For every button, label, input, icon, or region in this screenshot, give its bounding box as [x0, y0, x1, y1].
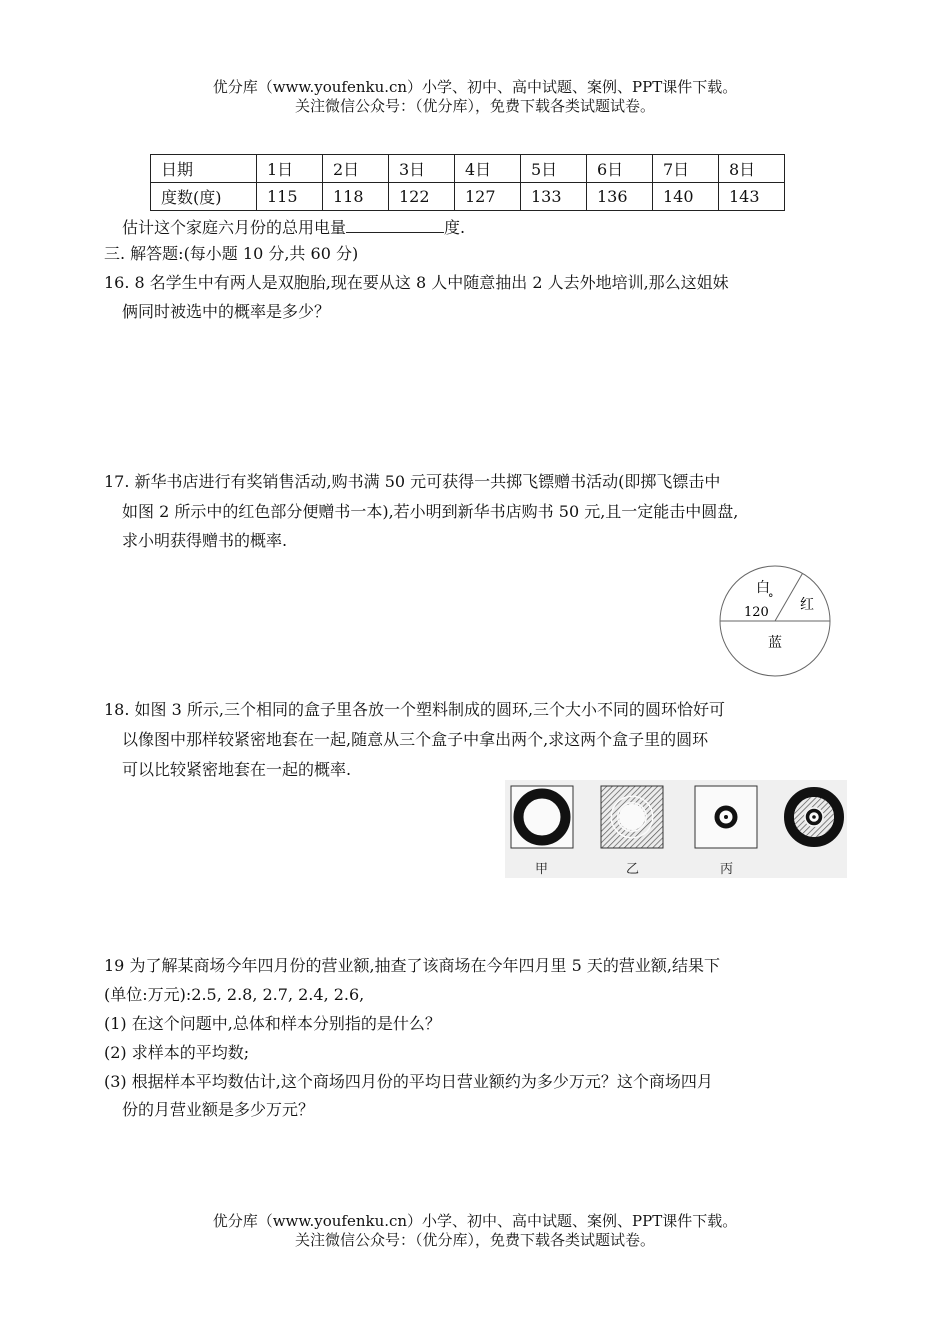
page-header	[0, 78, 950, 116]
q19-line-5: (3) 根据样本平均数估计,这个商场四月份的平均日营业额约为多少万元？这个商场四月	[104, 1072, 713, 1091]
ring-c-center	[724, 815, 728, 819]
section-3-heading: 三. 解答题:(每小题 10 分,共 60 分)	[104, 244, 359, 263]
q17-line-3: 求小明获得赠书的概率.	[122, 531, 288, 550]
electricity-table	[150, 154, 785, 211]
q18-line-1: 18. 如图 3 所示,三个相同的盒子里各放一个塑料制成的圆环,三个大小不同的圆环恰好可	[104, 700, 726, 719]
page-footer	[0, 1212, 950, 1250]
q17-line-1: 17. 新华书店进行有奖销售活动,购书满 50 元可获得一共掷飞镖赠书活动(即掷飞镖击中	[104, 472, 721, 491]
table-cell-reading: 133	[521, 183, 587, 211]
table-cell-reading: 140	[653, 183, 719, 211]
q16-line-2: 俩同时被选中的概率是多少？	[122, 302, 331, 321]
table-cell-day: 8日	[719, 155, 785, 183]
q17-line-2: 如图 2 所示中的红色部分便赠书一本),若小明到新华书店购书 50 元,且一定能击中圆盘,	[122, 502, 739, 521]
q15-text-after: 度.	[444, 218, 466, 237]
label-jia: 甲	[535, 862, 549, 877]
table-cell-day: 5日	[521, 155, 587, 183]
table-cell-day: 3日	[389, 155, 455, 183]
q15-estimate-line	[122, 216, 465, 238]
footer-line-1: 优分库（www.youfenku.cn）小学、初中、高中试题、案例、PPT课件下载。	[212, 1212, 738, 1230]
degree-mark: °	[768, 592, 774, 605]
table-cell-reading: 118	[323, 183, 389, 211]
answer-blank[interactable]	[346, 216, 444, 233]
table-row-readings	[151, 183, 785, 211]
table-cell-reading: 127	[455, 183, 521, 211]
q18-line-2: 以像图中那样较紧密地套在一起,随意从三个盒子中拿出两个,求这两个盒子里的圆环	[122, 730, 709, 749]
ring-b-hole	[619, 804, 645, 830]
q19-line-1: 19 为了解某商场今年四月份的营业额,抽查了该商场在今年四月里 5 天的营业额,结果下	[104, 956, 720, 975]
dartboard-radius	[775, 573, 803, 621]
header-line-1: 优分库（www.youfenku.cn）小学、初中、高中试题、案例、PPT课件下载。	[212, 78, 738, 96]
table-header-date: 日期	[151, 155, 257, 183]
table-cell-reading: 143	[719, 183, 785, 211]
footer-line-2: 关注微信公众号：（优分库），免费下载各类试题试卷。	[294, 1231, 655, 1249]
header-line-2: 关注微信公众号：（优分库），免费下载各类试题试卷。	[294, 97, 655, 115]
table-header-reading: 度数(度)	[151, 183, 257, 211]
table-cell-reading: 115	[257, 183, 323, 211]
q19-line-3: (1) 在这个问题中,总体和样本分别指的是什么？	[104, 1014, 441, 1033]
q19-line-6: 份的月营业额是多少万元？	[122, 1100, 315, 1119]
q15-text-before: 估计这个家庭六月份的总用电量	[122, 218, 347, 237]
table-row-dates	[151, 155, 785, 183]
label-yi: 乙	[626, 862, 640, 877]
table-cell-day: 2日	[323, 155, 389, 183]
q18-line-3: 可以比较紧密地套在一起的概率.	[122, 760, 352, 779]
table-cell-day: 6日	[587, 155, 653, 183]
q19-line-4: (2) 求样本的平均数;	[104, 1043, 250, 1062]
q19-line-2: (单位:万元):2.5, 2.8, 2.7, 2.4, 2.6,	[104, 985, 365, 1004]
blue-region-label: 蓝	[768, 635, 782, 651]
label-bing: 丙	[720, 862, 734, 877]
rings-figure	[505, 780, 847, 878]
table-cell-day: 1日	[257, 155, 323, 183]
angle-label: 120	[744, 605, 769, 620]
nested-center	[812, 815, 816, 819]
table-cell-day: 7日	[653, 155, 719, 183]
table-cell-day: 4日	[455, 155, 521, 183]
q16-line-1: 16. 8 名学生中有两人是双胞胎,现在要从这 8 人中随意抽出 2 人去外地培训,那么这姐妹	[104, 273, 729, 292]
dartboard-figure	[716, 562, 834, 680]
red-region-label: 红	[800, 597, 814, 613]
white-region-label: 白	[756, 580, 770, 596]
table-cell-reading: 136	[587, 183, 653, 211]
table-cell-reading: 122	[389, 183, 455, 211]
